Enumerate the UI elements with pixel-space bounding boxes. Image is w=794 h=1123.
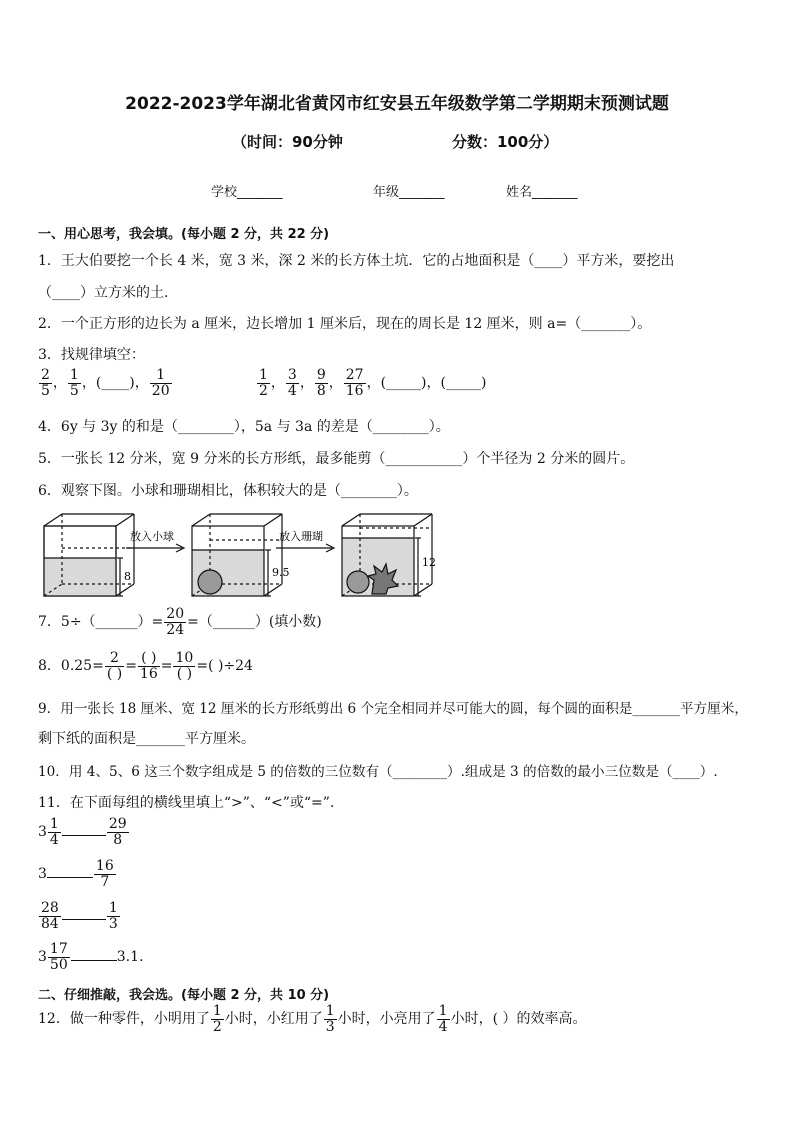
arrow1-label: 放入小球: [130, 530, 174, 543]
q11-row4: 3 $\frac{17}{50}$ 3.1.: [38, 941, 144, 973]
q6-figure: [38, 510, 448, 600]
q11-row3: [38, 901, 121, 931]
fraction: $\frac{29}{8}$: [108, 816, 127, 848]
q3-sequence-2: $\frac{1}{2}$ ， $\frac{3}{4}$ ， $\frac{9}{8}$ ， $\frac{27}{16}$ ，(_____)，(_____): [259, 367, 487, 399]
q11-row1: 3 $\frac{1}{4}$ $\frac{29}{8}$: [38, 816, 127, 848]
score-label: 分数：100分）: [452, 133, 559, 151]
q7-text: 7．5÷（______）= $\frac{20}{24}$ =（______）(填小数): [38, 606, 322, 638]
name-field: 姓名_______: [506, 185, 578, 200]
height-label-2: 9.5: [272, 566, 290, 579]
container-coral: [342, 514, 432, 596]
section2-heading: 二、仔细推敲，我会选。(每小题 2 分，共 10 分): [38, 988, 330, 1003]
grade-field: 年级_______: [373, 185, 445, 200]
fraction: $\frac{( )}{16}$: [139, 650, 158, 682]
q2-text: 2．一个正方形的边长为 a 厘米，边长增加 1 厘米后，现在的周长是 12 厘米，则 a=（_______）。: [38, 316, 652, 332]
container-before: [44, 514, 134, 596]
q8-text: 8．0.25= $\frac{2}{( )}$ = $\frac{( )}{16}$ = $\frac{10}{( )}$ =( )÷24: [38, 650, 253, 682]
fraction: $\frac{17}{50}$: [49, 941, 68, 973]
arrow2-label: 放入珊瑚: [279, 530, 323, 543]
time-label: （时间：90分钟: [232, 133, 343, 151]
container-ball: [192, 514, 282, 596]
q5-text: 5．一张长 12 分米，宽 9 分米的长方形纸，最多能剪（___________）个半径为 2 分米的圆片。: [38, 451, 635, 467]
fraction: $\frac{1}{2}$: [259, 367, 268, 399]
fraction: $\frac{28}{84}$: [41, 900, 59, 932]
fraction: $\frac{2}{5}$: [41, 367, 50, 399]
fraction: $\frac{1}{3}$: [325, 1003, 335, 1035]
school-field: 学校_______: [211, 185, 283, 200]
q11-text: 11．在下面每组的横线里填上“>”、“<”或“=”．: [38, 795, 344, 811]
height-label-3: 12: [422, 556, 436, 569]
q9-line1: 9．用一张长 18 厘米、宽 12 厘米的长方形纸剪出 6 个完全相同并尽可能大的圆，每个圆的面积是_______平方厘米，: [38, 701, 748, 717]
fraction: $\frac{20}{24}$: [166, 606, 185, 638]
fraction: $\frac{9}{8}$: [316, 367, 326, 399]
page-title: 2022-2023学年湖北省黄冈市红安县五年级数学第二学期期末预测试题: [125, 94, 669, 114]
height-label-1: 8: [124, 570, 131, 583]
fraction: $\frac{3}{4}$: [287, 367, 297, 399]
q10-text: 10．用 4、5、6 这三个数字组成是 5 的倍数的三位数有（________）.组成是 3 的倍数的最小三位数是（____）.: [38, 764, 718, 780]
fraction: $\frac{10}{( )}$: [175, 650, 194, 682]
fraction: $\frac{1}{4}$: [49, 816, 59, 848]
section1-heading: 一、用心思考，我会填。(每小题 2 分，共 22 分): [38, 227, 330, 242]
fraction: $\frac{1}{3}$: [108, 900, 118, 932]
q3-sequence-1: $\frac{2}{5}$ ， $\frac{1}{5}$ ，(____)， $\frac{1}{20}$: [41, 367, 170, 399]
fraction: $\frac{1}{4}$: [438, 1003, 448, 1035]
fraction: $\frac{16}{7}$: [95, 858, 114, 890]
fraction: $\frac{1}{2}$: [212, 1003, 222, 1035]
q4-text: 4．6y 与 3y 的和是（________），5a 与 3a 的差是（________）。: [38, 419, 450, 435]
fraction: $\frac{2}{( )}$: [106, 650, 123, 682]
q6-text: 6．观察下图。小球和珊瑚相比，体积较大的是（________）。: [38, 483, 418, 499]
fraction: $\frac{1}{20}$: [151, 367, 170, 399]
q1-line1: 1．王大伯要挖一个长 4 米，宽 3 米，深 2 米的长方体土坑．它的占地面积是（____）平方米，要挖出: [38, 253, 675, 269]
fraction: $\frac{1}{5}$: [69, 367, 79, 399]
q11-row2: 3 $\frac{16}{7}$: [38, 858, 114, 890]
q12-text: 12．做一种零件，小明用了 $\frac{1}{2}$ 小时，小红用了 $\frac{1}{3}$ 小时，小亮用了 $\frac{1}{4}$ 小时，( ）的效率高。: [38, 1003, 587, 1035]
q9-line2: 剩下纸的面积是_______平方厘米。: [38, 731, 255, 747]
q1-line2: （____）立方米的土．: [38, 285, 178, 301]
q3-label: 3．找规律填空：: [38, 347, 145, 363]
fraction: $\frac{27}{16}$: [345, 367, 364, 399]
